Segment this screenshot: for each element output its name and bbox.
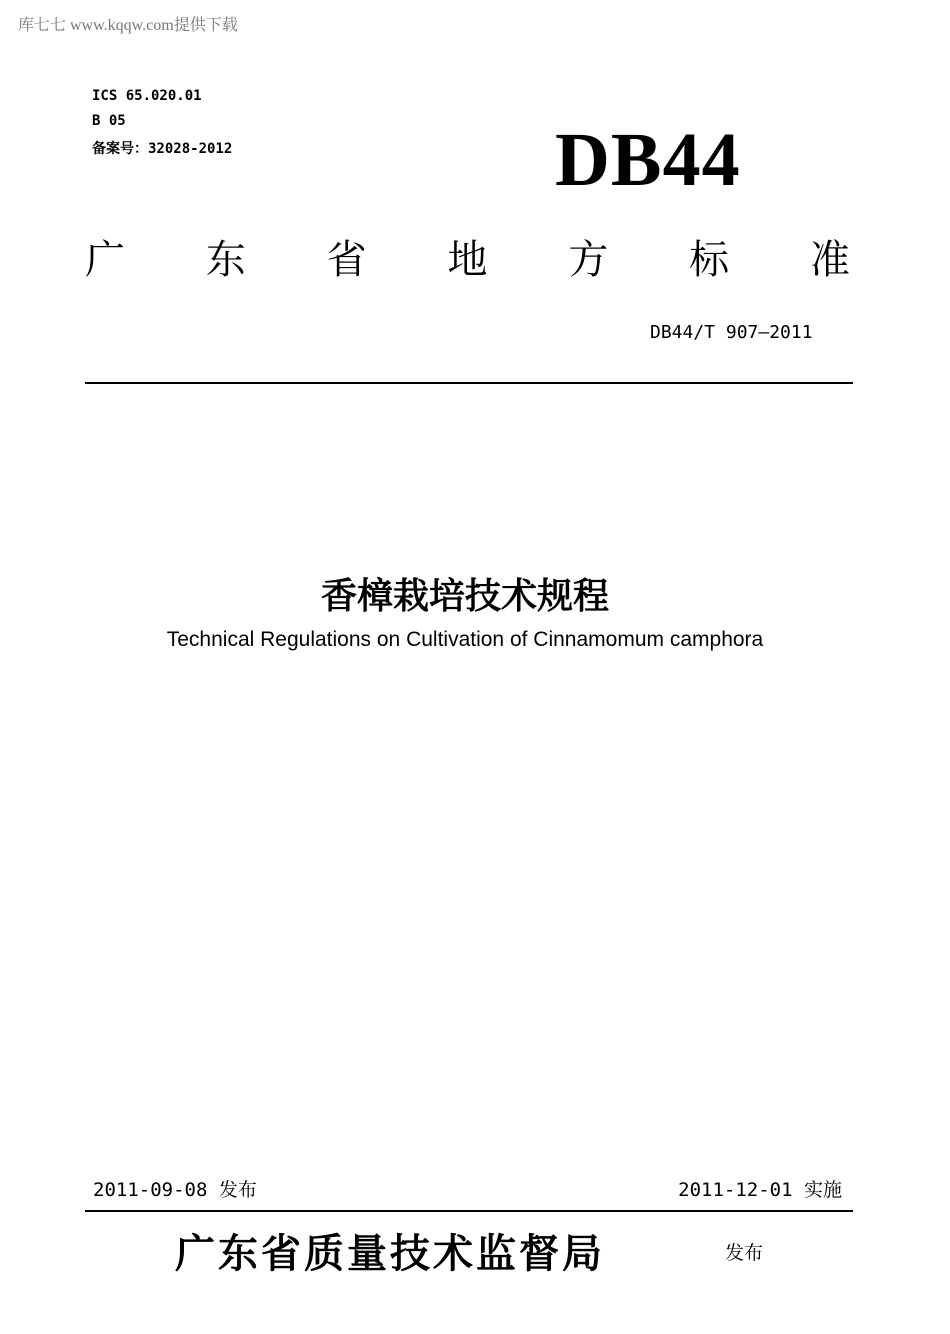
category-char: 准 xyxy=(809,238,850,282)
watermark: 库七七 www.kqqw.com提供下载 xyxy=(18,17,238,34)
category-char: 地 xyxy=(447,238,488,282)
title-english: Technical Regulations on Cultivation of Cinnamomum camphora xyxy=(166,628,764,651)
category-char: 东 xyxy=(205,238,246,282)
category-char: 标 xyxy=(689,238,730,282)
category-char: 省 xyxy=(326,238,367,282)
publish-label: 发布 xyxy=(725,1243,764,1264)
ccs-code: B 05 xyxy=(92,113,126,129)
category-char: 广 xyxy=(85,238,125,282)
top-divider xyxy=(85,382,853,384)
ics-code: ICS 65.020.01 xyxy=(92,88,202,104)
record-number: 备案号：32028-2012 xyxy=(92,141,233,157)
bottom-divider xyxy=(85,1210,853,1212)
title-chinese: 香樟栽培技术规程 xyxy=(320,575,609,616)
db44-logo: DB44 xyxy=(555,118,741,202)
issue-date: 2011-09-08 发布 xyxy=(93,1179,257,1201)
standard-code: DB44/T 907—2011 xyxy=(650,322,813,343)
category-char: 方 xyxy=(568,238,609,282)
effective-date: 2011-12-01 实施 xyxy=(678,1179,842,1201)
publisher: 广东省质量技术监督局 xyxy=(175,1231,605,1276)
standard-category xyxy=(85,232,850,288)
